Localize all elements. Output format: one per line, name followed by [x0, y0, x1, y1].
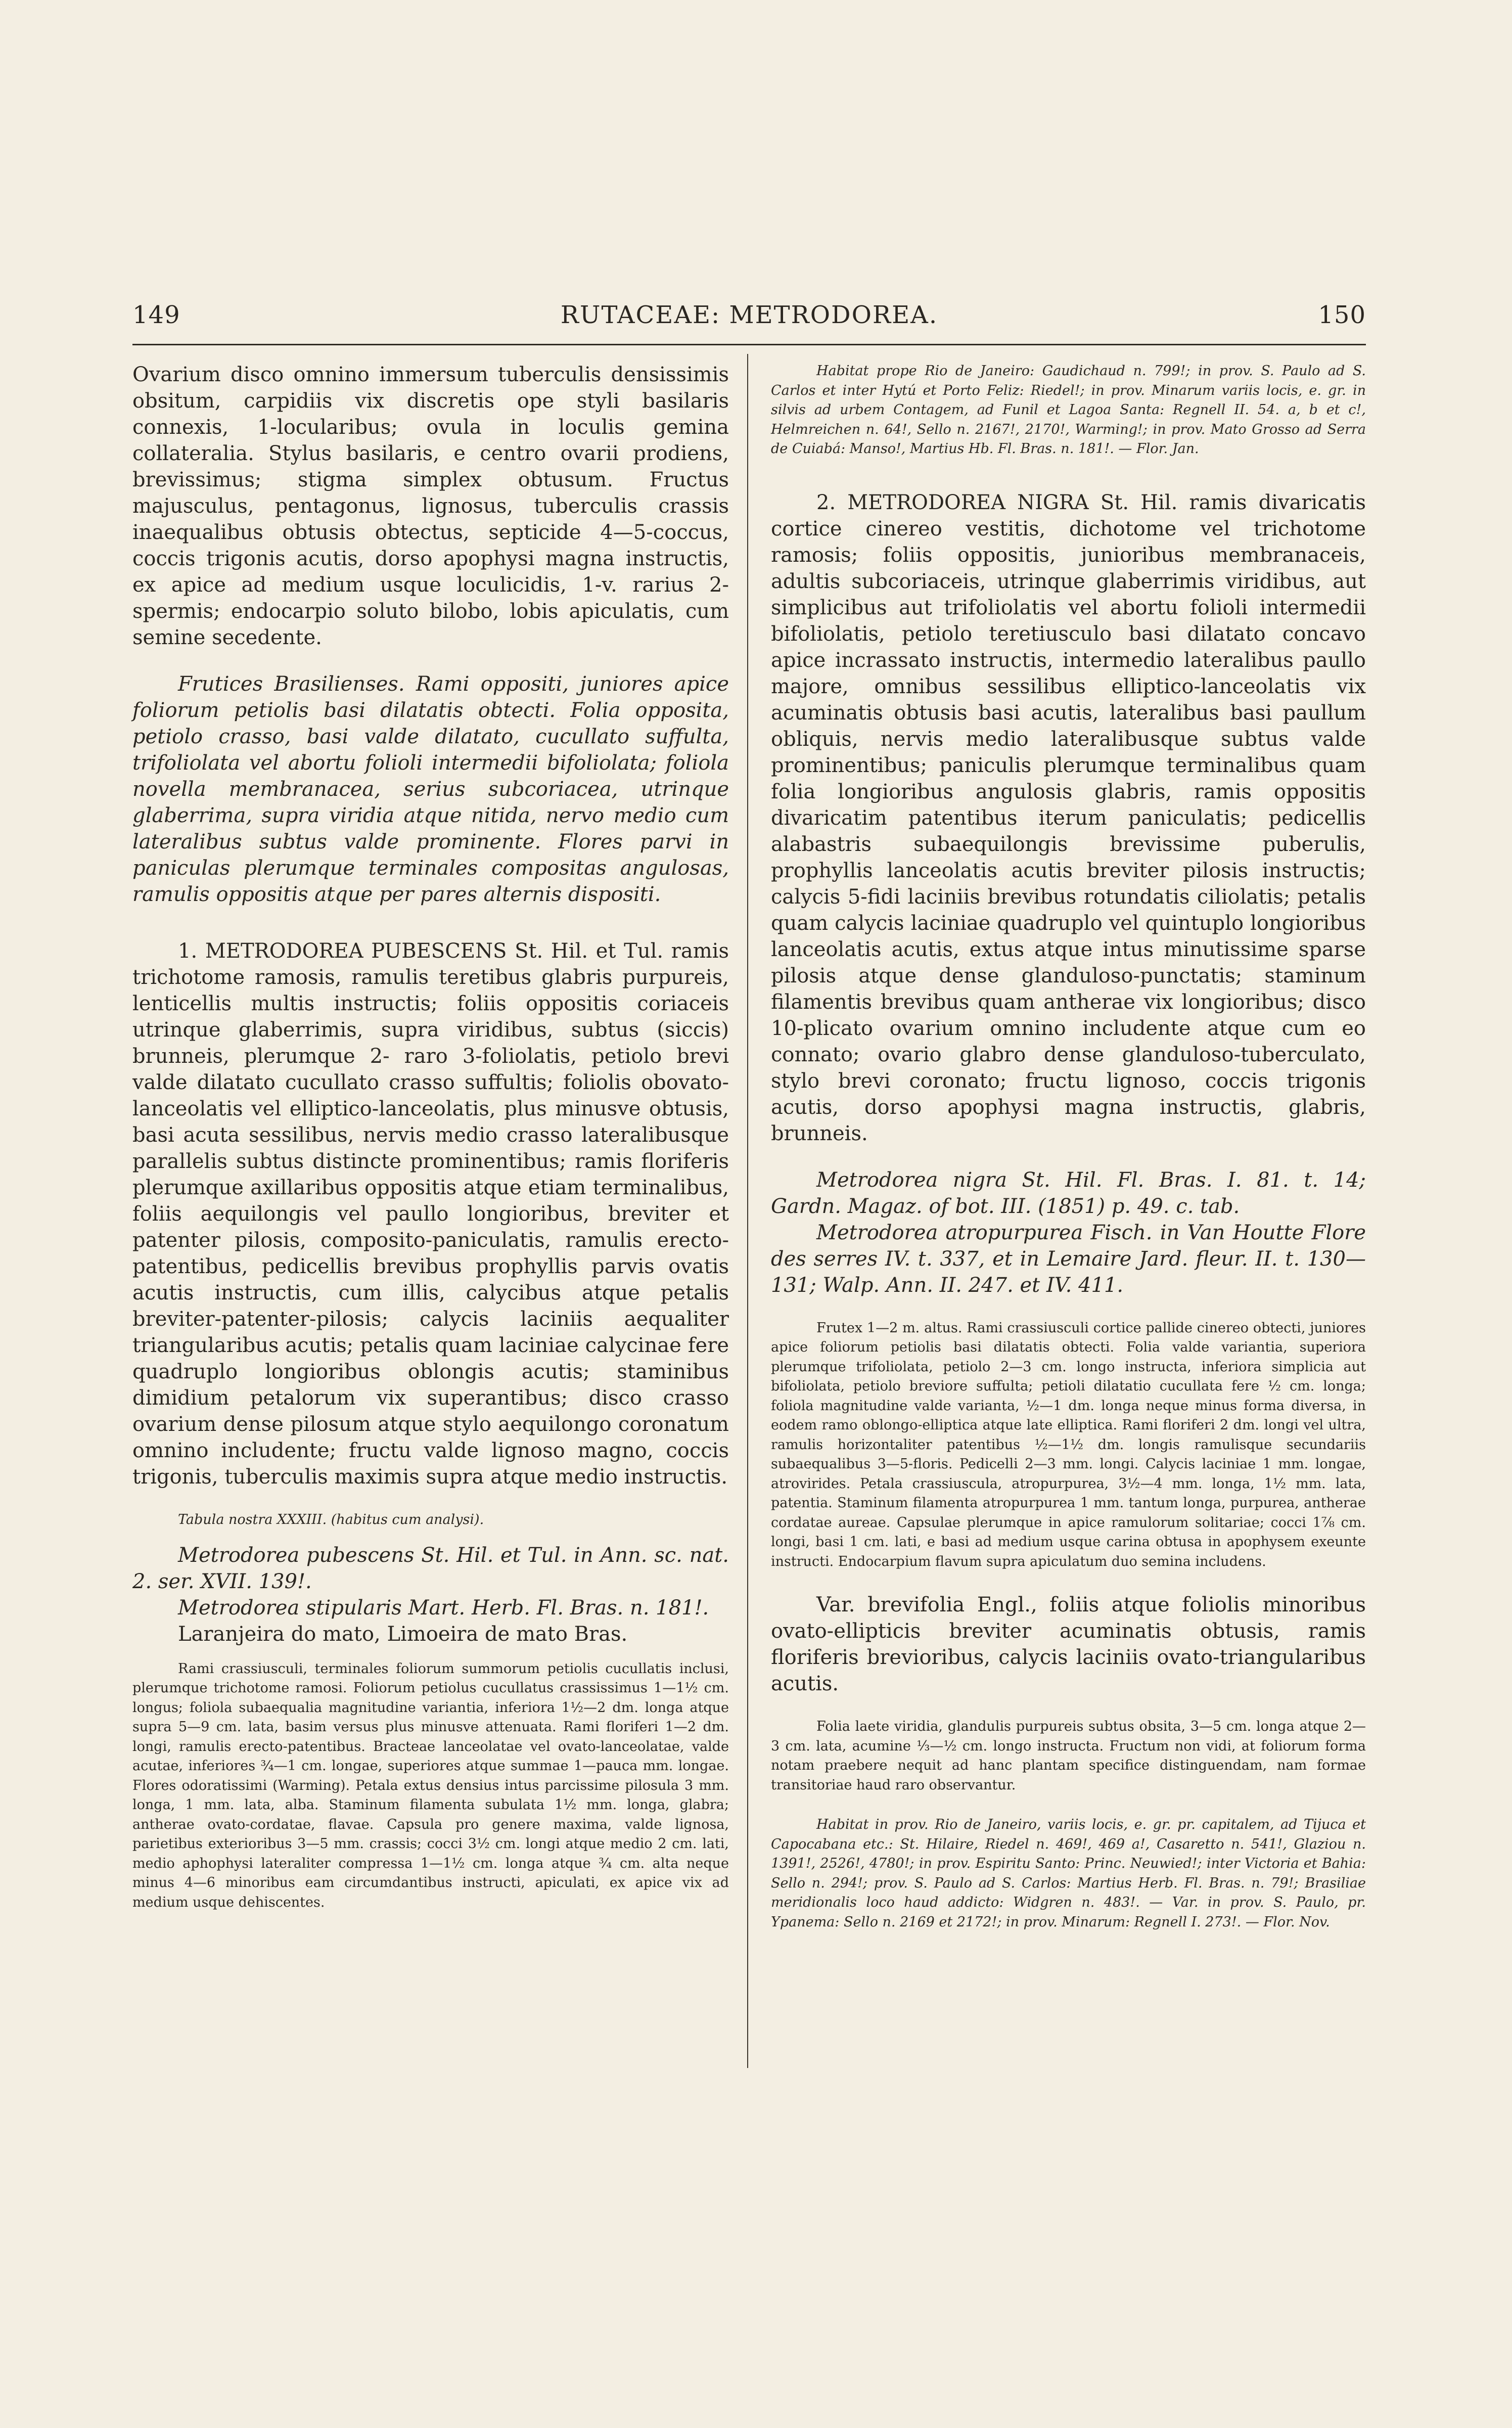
running-title: RUTACEAE: METRODOREA.	[560, 301, 938, 329]
page-number-right: 150	[1318, 301, 1366, 329]
species-1-plate: Tabula nostra XXXIII. (habitus cum analysi).	[178, 1512, 484, 1527]
species-2-habitat: Habitat in prov. Rio de Janeiro, variis locis, e. gr. pr. capitalem, ad Tijuca et Capocabana etc.: St. Hilaire, Riedel n. 469!, 469 a!, Casaretto n. 541!, Glaziou n. 1391!, 2526!, 4780!; in prov. Espiritu Santo: Princ. Neuwied!; inter Victoria et Bahia: Sello n. 294!; prov. S. Paulo ad S. Carlos: Martius Herb. Fl. Bras. n. 79!; Brasiliae meridionalis loco haud addicto: Widgren n. 483!. — Var. in prov. S. Paulo, pr. Ypanema: Sello n. 2169 et 2172!; in prov. Minarum: Regnell I. 273!. — Flor. Nov.	[771, 1817, 1366, 1930]
page-header	[132, 301, 1366, 336]
right-column	[771, 362, 1366, 1932]
species-1-vernacular: Laranjeira do mato, Limoeira de mato Bras.	[178, 1622, 628, 1646]
header-rule	[132, 344, 1366, 345]
species-2-description: 2. METRODOREA NIGRA St. Hil. ramis divaricatis cortice cinereo vestitis, dichotome vel trichotome ramosis; foliis oppositis, junioribus membranaceis, adultis subcoriaceis, utrinque glaberrimis viridibus, aut simplicibus aut trifoliolatis vel abortu folioli intermedii bifoliolatis, petiolo teretiusculo basi dilatato concavo apice incrassato instructis, intermedio lateralibus paullo majore, omnibus sessilibus elliptico-lanceolatis vix acuminatis obtusis basi acutis, lateralibus basi paullum obliquis, nervis medio lateralibusque subtus valde prominentibus; paniculis plerumque terminalibus quam folia longioribus angulosis glabris, ramis oppositis divaricatim patentibus iterum paniculatis; pedicellis alabastris subaequilongis brevissime puberulis, prophyllis lanceolatis acutis breviter pilosis instructis; calycis 5-fidi laciniis brevibus rotundatis ciliolatis; petalis quam calycis laciniae quadruplo vel quintuplo longioribus lanceolatis acutis, extus atque intus minutissime sparse pilosis atque dense glanduloso-punctatis; staminum filamentis brevibus quam antherae vix longioribus; disco 10-plicato ovarium omnino includente atque cum eo connato; ovario glabro dense glanduloso-tuberculato, stylo brevi coronato; fructu lignoso, coccis trigonis acutis, dorso apophysi magna instructis, glabris, brunneis.	[771, 490, 1366, 1145]
species-2-details: Frutex 1—2 m. altus. Rami crassiusculi cortice pallide cinereo obtecti, juniores apice foliorum petiolis basi dilatatis obtecti. Folia valde variantia, superiora plerumque trifoliolata, petiolo 2—3 cm. longo instructa, inferiora simplicia aut bifoliolata, petiolo breviore suffulta; petioli dilatatio cucullata fere ½ cm. longa; foliola magnitudine valde varianta, ½—1 dm. longa neque minus forma diversa, in eodem ramo oblongo-elliptica atque late elliptica. Rami floriferi 2 dm. longi vel ultra, ramulis horizontaliter patentibus ½—1½ dm. longis ramulisque secundariis subaequalibus 3—5-floris. Pedicelli 2—3 mm. longi. Calycis laciniae 1 mm. longae, atrovirides. Petala crassiuscula, atropurpurea, 3½—4 mm. longa, 1½ mm. lata, patentia. Staminum filamenta atropurpurea 1 mm. tantum longa, purpurea, antherae cordatae aureae. Capsulae plerumque in apice ramulorum solitariae; cocci 1⅞ cm. longi, basi 1 cm. lati, e basi ad medium usque carina obtusa in apophysem exeunte instructi. Endocarpium flavum supra apiculatum duo semina includens.	[771, 1320, 1366, 1569]
species-2-synonym-2: Metrodorea atropurpurea Fisch. in Van Houtte Flore des serres IV. t. 337, et in Lemaire Jard. fleur. II. t. 130—131; Walp. Ann. II. 247. et IV. 411.	[771, 1221, 1366, 1297]
left-column	[132, 362, 729, 1912]
species-2-synonym-1: Metrodorea nigra St. Hil. Fl. Bras. I. 81. t. 14; Gardn. Magaz. of bot. III. (1851) p. 49. c. tab.	[771, 1168, 1366, 1218]
variety-description: Var. brevifolia Engl., foliis atque foliolis minoribus ovato-ellipticis breviter acuminatis obtusis, ramis floriferis brevioribus, calycis laciniis ovato-triangularibus acutis.	[771, 1593, 1366, 1695]
species-1-description: 1. METRODOREA PUBESCENS St. Hil. et Tul. ramis trichotome ramosis, ramulis teretibus glabris purpureis, lenticellis multis instructis; foliis oppositis coriaceis utrinque glaberrimis, supra viridibus, subtus (siccis) brunneis, plerumque 2- raro 3-foliolatis, petiolo brevi valde dilatato cucullato crasso suffultis; foliolis obovato-lanceolatis vel elliptico-lanceolatis, plus minusve obtusis, basi acuta sessilibus, nervis medio crasso lateralibusque parallelis subtus distincte prominentibus; ramis floriferis plerumque axillaribus oppositis atque etiam terminalibus, foliis aequilongis vel paullo longioribus, breviter et patenter pilosis, composito-paniculatis, ramulis erecto-patentibus, pedicellis brevibus prophyllis parvis ovatis acutis instructis, cum illis, calycibus atque petalis breviter-patenter-pilosis; calycis laciniis aequaliter triangularibus acutis; petalis quam laciniae calycinae fere quadruplo longioribus oblongis acutis; staminibus dimidium petalorum vix superantibus; disco crasso ovarium dense pilosum atque stylo aequilongo coronatum omnino includente; fructu valde lignoso magno, coccis trigonis, tuberculis maximis supra atque medio instructis.	[132, 939, 729, 1489]
species-1-habitat: Habitat prope Rio de Janeiro: Gaudichaud n. 799!; in prov. S. Paulo ad S. Carlos et inter Hytú et Porto Feliz: Riedel!; in prov. Minarum variis locis, e. gr. in silvis ad urbem Contagem, ad Funil et Lagoa Santa: Regnell II. 54. a, b et c!, Helmreichen n. 64!, Sello n. 2167!, 2170!, Warming!; in prov. Mato Grosso ad Serra de Cuiabá: Manso!, Martius Hb. Fl. Bras. n. 181!. — Flor. Jan.	[771, 363, 1366, 457]
genus-description: Ovarium disco omnino immersum tuberculis densissimis obsitum, carpidiis vix discretis ope styli basilaris connexis, 1-locularibus; ovula in loculis gemina collateralia. Stylus basilaris, e centro ovarii prodiens, brevissimus; stigma simplex obtusum. Fructus majusculus, pentagonus, lignosus, tuberculis crassis inaequalibus obtusis obtectus, septicide 4—5-coccus, coccis trigonis acutis, dorso apophysi magna instructis, ex apice ad medium usque loculicidis, 1-v. rarius 2-spermis; endocarpio soluto bilobo, lobis apiculatis, cum semine secedente.	[132, 363, 729, 649]
page-number-left: 149	[132, 301, 180, 329]
variety-details: Folia laete viridia, glandulis purpureis subtus obsita, 3—5 cm. longa atque 2—3 cm. lata, acumine ⅓—½ cm. longo instructa. Fructum non vidi, at foliorum forma notam praebere nequit ad hanc plantam specifice distinguendam, nam formae transitoriae haud raro observantur.	[771, 1719, 1366, 1793]
species-1-details: Rami crassiusculi, terminales foliorum summorum petiolis cucullatis inclusi, plerumque trichotome ramosi. Foliorum petiolus cucullatus crassissimus 1—1½ cm. longus; foliola subaequalia magnitudine variantia, inferiora 1½—2 dm. longa atque supra 5—9 cm. lata, basim versus plus minusve attenuata. Rami floriferi 1—2 dm. longi, ramulis erecto-patentibus. Bracteae lanceolatae vel ovato-lanceolatae, valde acutae, inferiores ¾—1 cm. longae, superiores atque summae 1—pauca mm. longae. Flores odoratissimi (Warming). Petala extus densius intus parcissime pilosula 3 mm. longa, 1 mm. lata, alba. Staminum filamenta subulata 1½ mm. longa, glabra; antherae ovato-cordatae, flavae. Capsula pro genere maxima, valde lignosa, parietibus exterioribus 3—5 mm. crassis; cocci 3½ cm. longi atque medio 2 cm. lati, medio aphophysi lateraliter compressa 1—1½ cm. longa atque ¾ cm. alta neque minus 4—6 minoribus eam circumdantibus instructi, apiculati, ex apice vix ad medium usque dehiscentes.	[132, 1660, 729, 1910]
column-divider	[747, 354, 748, 2068]
species-1-synonym-2: Metrodorea stipularis Mart. Herb. Fl. Bras. n. 181!.	[178, 1596, 709, 1620]
species-1-synonym-1: Metrodorea pubescens St. Hil. et Tul. in Ann. sc. nat. 2. ser. XVII. 139!.	[132, 1543, 729, 1593]
genus-habit: Frutices Brasilienses. Rami oppositi, juniores apice foliorum petiolis basi dilatatis obtecti. Folia opposita, petiolo crasso, basi valde dilatato, cucullato suffulta, trifoliolata vel abortu folioli intermedii bifoliolata; foliola novella membranacea, serius subcoriacea, utrinque glaberrima, supra viridia atque nitida, nervo medio cum lateralibus subtus valde prominente. Flores parvi in paniculas plerumque terminales compositas angulosas, ramulis oppositis atque per pares alternis dispositi.	[132, 672, 729, 906]
